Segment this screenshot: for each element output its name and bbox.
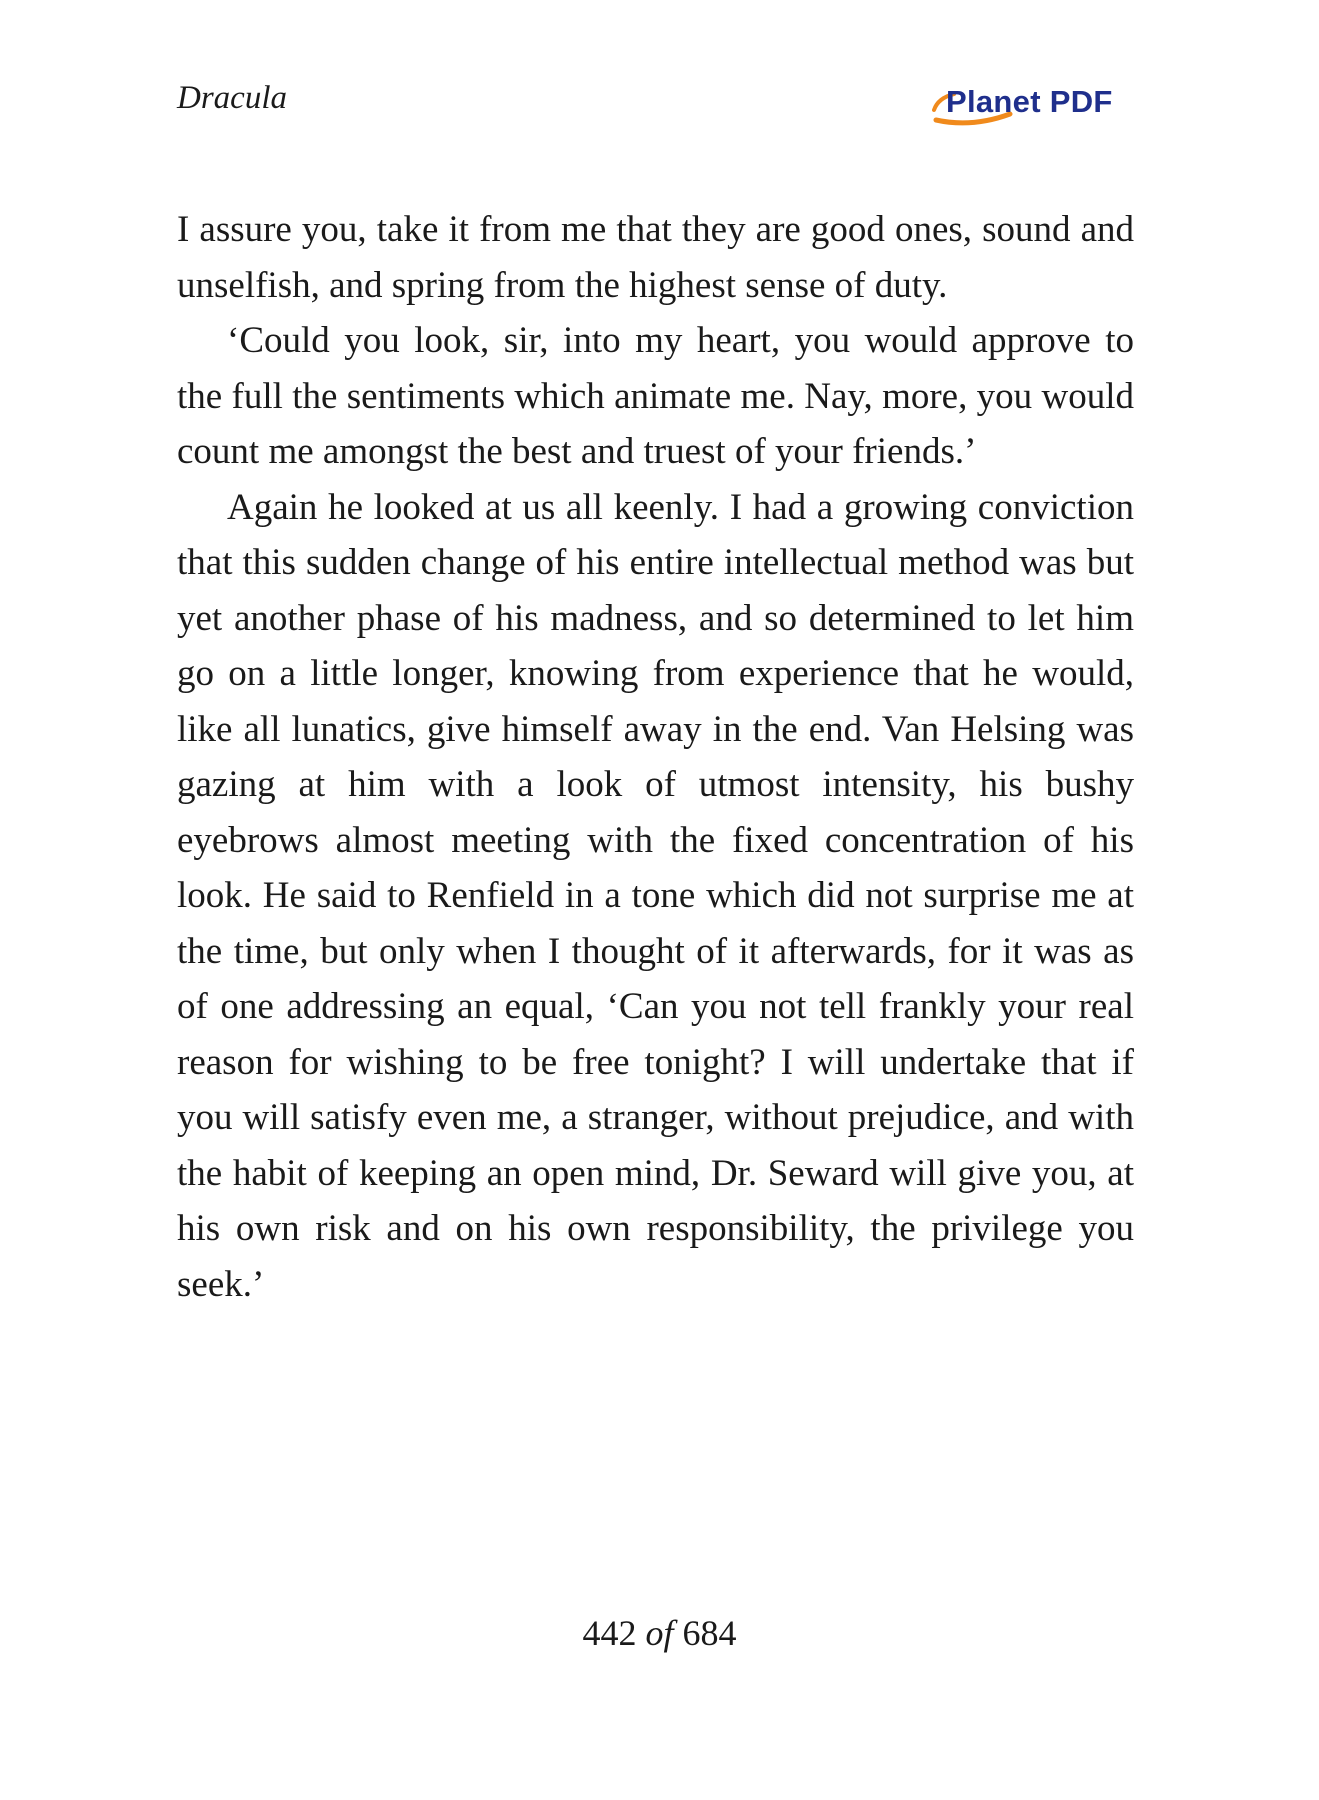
current-page: 442 bbox=[582, 1613, 637, 1653]
paragraph: ‘Could you look, sir, into my heart, you would approve to the full the sentiments which animate me. Nay, more, you would count me amongst the best and truest of your friends.’ bbox=[177, 320, 1134, 472]
book-title: Dracula bbox=[177, 80, 287, 116]
page-body bbox=[177, 202, 1134, 1312]
paragraph: I assure you, take it from me that they are good ones, sound and unselfish, and spring from the highest sense of duty. bbox=[177, 209, 1134, 306]
planet-pdf-logo bbox=[932, 80, 1132, 130]
page-number bbox=[0, 1612, 1319, 1654]
logo-text: Planet PDF bbox=[946, 84, 1113, 119]
of-label: of bbox=[645, 1613, 674, 1653]
paragraph: Again he looked at us all keenly. I had a growing conviction that this sudden change of his entire intellectual method was but yet another phase of his madness, and so determined to let him go on a little longer, knowing from experience that he would, like all lunatics, give himself away in the end. Van Helsing was gazing at him with a look of utmost intensity, his bushy eyebrows almost meeting with the fixed concentration of his look. He said to Renfield in a tone which did not surprise me at the time, but only when I thought of it afterwards, for it was as of one addressing an equal, ‘Can you not tell frankly your real reason for wishing to be free tonight? I will undertake that if you will satisfy even me, a stranger, without prejudice, and with the habit of keeping an open mind, Dr. Seward will give you, at his own risk and on his own responsibility, the privilege you seek.’ bbox=[177, 486, 1134, 1305]
total-pages: 684 bbox=[682, 1613, 737, 1653]
